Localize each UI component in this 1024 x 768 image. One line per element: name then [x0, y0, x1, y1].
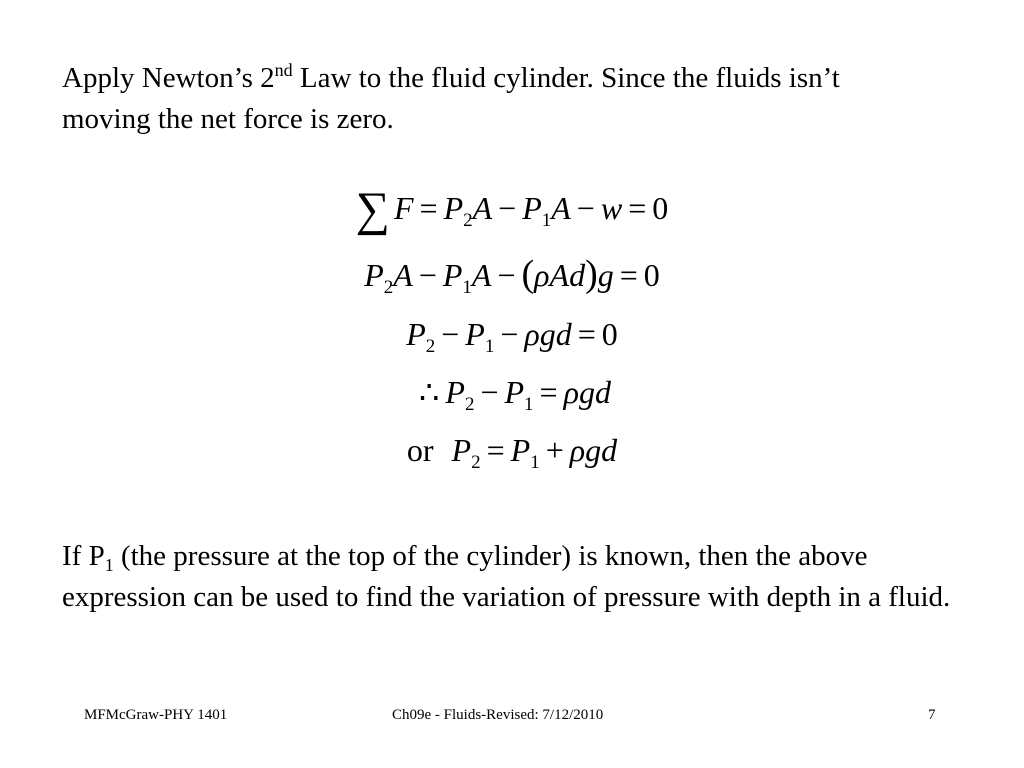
eq-operator: −: [418, 257, 437, 293]
eq-symbol: A: [549, 257, 570, 293]
eq-symbol: P: [443, 190, 464, 226]
eq-symbol: P: [510, 432, 531, 468]
eq-operator: =: [419, 190, 438, 226]
eq-subscript: 2: [425, 336, 436, 357]
eq-subscript: 1: [530, 452, 540, 473]
footer-chapter: Ch09e - Fluids-Revised: 7/12/2010: [392, 707, 604, 723]
page-number: 7: [928, 707, 936, 723]
conclusion-paragraph: [62, 536, 962, 618]
eq-operator: =: [628, 190, 647, 226]
intro-text-2: Law to the fluid cylinder. Since the fluids isn’t moving the net force is zero.: [62, 62, 840, 135]
outro-text-1: If P: [62, 540, 105, 572]
eq-symbol: P: [442, 257, 463, 293]
eq-symbol: ρ: [569, 432, 586, 468]
eq-subscript: 1: [462, 277, 472, 298]
eq-number: 0: [601, 316, 618, 352]
equation-simplified: [0, 314, 1024, 357]
eq-operator: =: [619, 257, 638, 293]
eq-symbol: P: [451, 432, 472, 468]
eq-operator: −: [576, 190, 595, 226]
eq-symbol: P: [465, 316, 485, 352]
eq-symbol: d: [569, 257, 586, 293]
footer-course: MFMcGraw-PHY 1401: [84, 707, 228, 723]
eq-symbol: g: [578, 374, 595, 410]
eq-subscript: 2: [464, 394, 475, 415]
eq-symbol: A: [393, 257, 413, 293]
eq-symbol: g: [585, 432, 602, 468]
eq-operator: −: [441, 316, 460, 352]
intro-paragraph: [62, 58, 862, 140]
eq-subscript: 1: [524, 394, 534, 415]
eq-symbol: d: [601, 432, 618, 468]
eq-operator: −: [498, 190, 517, 226]
eq-symbol: ρ: [524, 316, 540, 352]
outro-subscript: 1: [104, 555, 114, 575]
outro-text-2: (the pressure at the top of the cylinder) is known, then the above expression can be used to find the variation of pressure with depth in a fluid.: [62, 540, 951, 613]
eq-symbol: g: [597, 257, 614, 293]
eq-subscript: 2: [383, 277, 394, 298]
eq-symbol: A: [551, 190, 571, 226]
eq-symbol: ρ: [534, 257, 550, 293]
eq-symbol: F: [393, 190, 414, 226]
eq-subscript: 1: [541, 210, 552, 231]
intro-superscript: nd: [274, 60, 293, 80]
eq-operator: =: [539, 374, 558, 410]
eq-operator: +: [545, 432, 564, 468]
eq-operator: −: [480, 374, 499, 410]
equation-net-force: [0, 183, 1024, 236]
equation-substitution: [0, 253, 1024, 298]
eq-symbol: A: [471, 257, 492, 293]
eq-operator: =: [486, 432, 505, 468]
eq-subscript: 2: [463, 210, 473, 231]
eq-symbol: g: [539, 316, 556, 352]
eq-operator: −: [497, 257, 516, 293]
eq-symbol: P: [364, 257, 384, 293]
eq-symbol: d: [555, 316, 572, 352]
eq-operator: =: [577, 316, 596, 352]
eq-paren: ): [585, 253, 598, 295]
eq-symbol: d: [594, 374, 611, 410]
equation-alternate: [0, 430, 1024, 473]
eq-number: 0: [652, 190, 669, 226]
therefore-symbol: ∴: [419, 374, 440, 410]
eq-symbol: ρ: [563, 374, 579, 410]
eq-symbol: P: [522, 190, 542, 226]
eq-number: 0: [643, 257, 660, 293]
eq-paren: (: [521, 253, 535, 295]
eq-symbol: P: [406, 316, 426, 352]
equation-result: [0, 372, 1024, 415]
eq-subscript: 2: [471, 452, 481, 473]
summation-symbol: ∑: [355, 183, 390, 236]
intro-text-1: Apply Newton’s 2: [62, 62, 275, 94]
eq-subscript: 1: [484, 336, 495, 357]
eq-symbol: P: [504, 374, 525, 410]
eq-symbol: w: [600, 190, 623, 226]
eq-symbol: P: [445, 374, 465, 410]
eq-operator: −: [500, 316, 519, 352]
eq-symbol: A: [472, 190, 493, 226]
or-word: or: [406, 432, 434, 468]
